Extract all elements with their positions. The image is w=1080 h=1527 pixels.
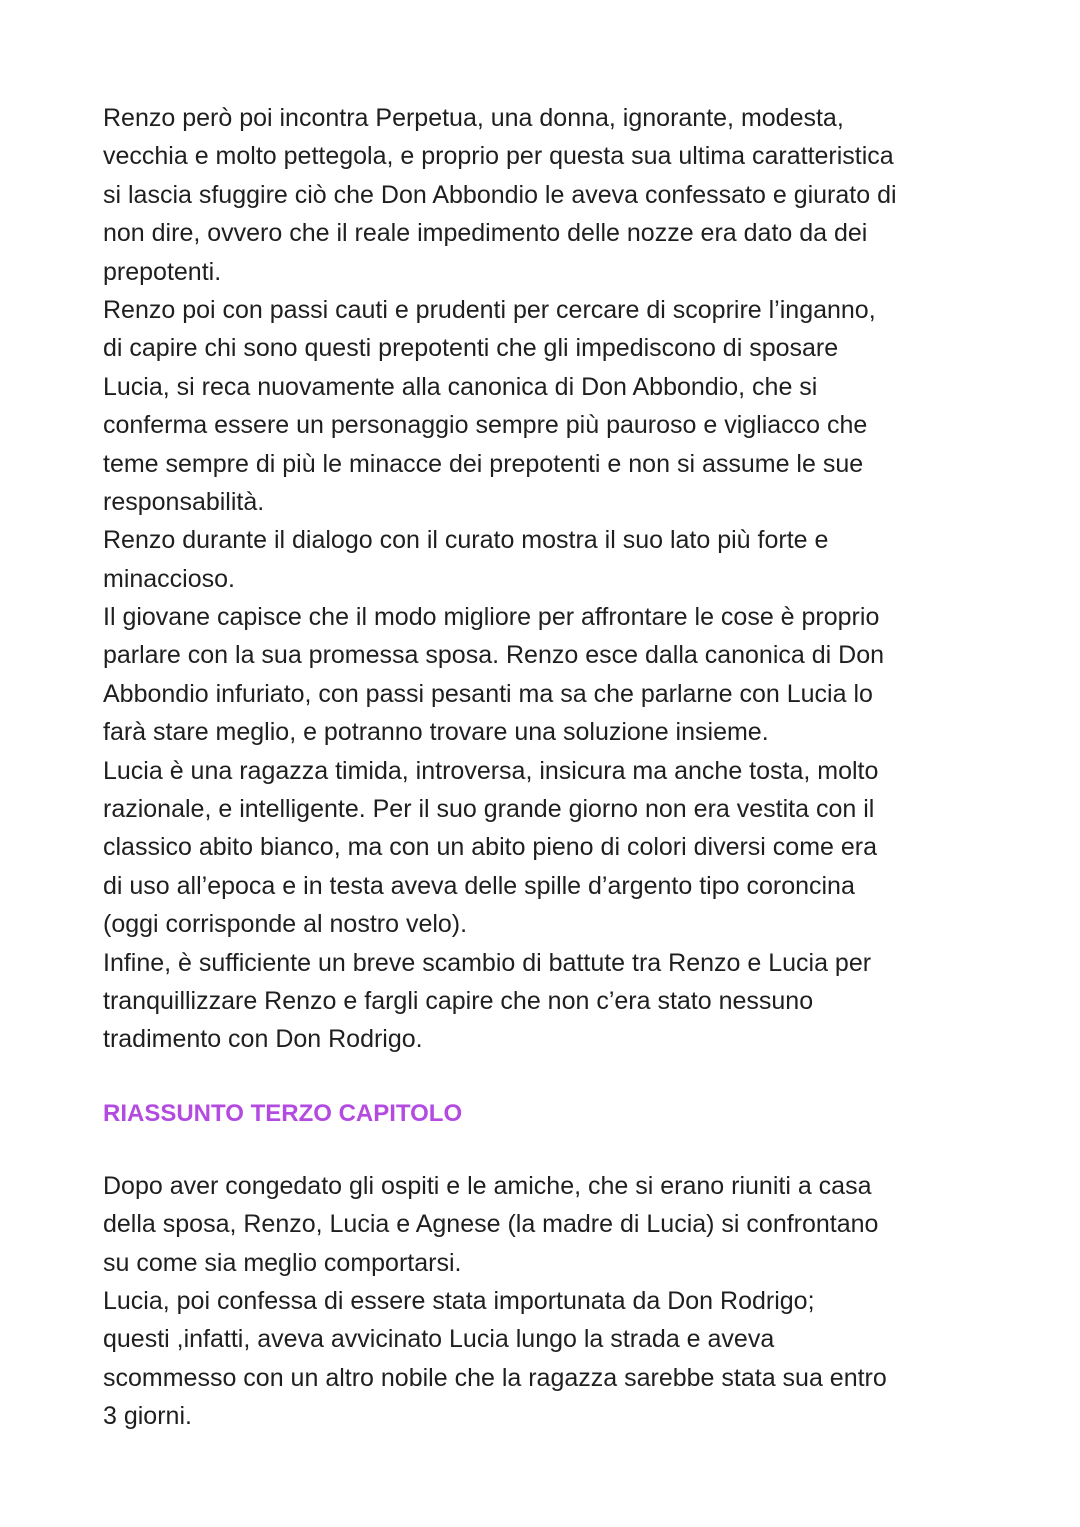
text-line: Renzo durante il dialogo con il curato mostra il suo lato più forte e bbox=[103, 526, 829, 555]
text-line: Infine, è sufficiente un breve scambio di battute tra Renzo e Lucia per bbox=[103, 948, 872, 977]
text-line: farà stare meglio, e potranno trovare una soluzione insieme. bbox=[103, 718, 769, 747]
text-line: conferma essere un personaggio sempre più pauroso e vigliacco che bbox=[103, 411, 868, 440]
text-line: (oggi corrisponde al nostro velo). bbox=[103, 910, 468, 939]
text-line: 3 giorni. bbox=[103, 1402, 192, 1431]
text-line: su come sia meglio comportarsi. bbox=[103, 1248, 462, 1277]
text-line: prepotenti. bbox=[103, 257, 222, 286]
text-line: Lucia, si reca nuovamente alla canonica di Don Abbondio, che si bbox=[103, 372, 818, 401]
text-line: di uso all’epoca e in testa aveva delle spille d’argento tipo coroncina bbox=[103, 871, 855, 900]
text-line: vecchia e molto pettegola, e proprio per questa sua ultima caratteristica bbox=[103, 142, 894, 171]
text-line: di capire chi sono questi prepotenti che gli impediscono di sposare bbox=[103, 334, 839, 363]
document-page bbox=[103, 99, 993, 1436]
text-line: classico abito bianco, ma con un abito pieno di colori diversi come era bbox=[103, 833, 878, 862]
text-line: Dopo aver congedato gli ospiti e le amiche, che si erano riuniti a casa bbox=[103, 1171, 872, 1200]
text-line: Abbondio infuriato, con passi pesanti ma sa che parlarne con Lucia lo bbox=[103, 679, 873, 708]
text-line: questi ,infatti, aveva avvicinato Lucia lungo la strada e aveva bbox=[103, 1325, 775, 1354]
paragraph-block-bottom bbox=[103, 1167, 993, 1436]
text-line: Renzo poi con passi cauti e prudenti per cercare di scoprire l’inganno, bbox=[103, 295, 876, 324]
text-line: Il giovane capisce che il modo migliore per affrontare le cose è proprio bbox=[103, 603, 880, 632]
text-line: parlare con la sua promessa sposa. Renzo esce dalla canonica di Don bbox=[103, 641, 885, 670]
text-line: non dire, ovvero che il reale impedimento delle nozze era dato da dei bbox=[103, 219, 868, 248]
text-line: si lascia sfuggire ciò che Don Abbondio le aveva confessato e giurato di bbox=[103, 180, 897, 209]
text-line: scommesso con un altro nobile che la ragazza sarebbe stata sua entro bbox=[103, 1363, 887, 1392]
text-line: minaccioso. bbox=[103, 564, 235, 593]
text-line: tradimento con Don Rodrigo. bbox=[103, 1025, 423, 1054]
text-line: Renzo però poi incontra Perpetua, una donna, ignorante, modesta, bbox=[103, 104, 844, 132]
section-heading: RIASSUNTO TERZO CAPITOLO bbox=[103, 1099, 463, 1127]
text-line: tranquillizzare Renzo e fargli capire che non c’era stato nessuno bbox=[103, 986, 814, 1015]
text-line: Lucia, poi confessa di essere stata importunata da Don Rodrigo; bbox=[103, 1286, 815, 1315]
text-line: razionale, e intelligente. Per il suo grande giorno non era vestita con il bbox=[103, 795, 875, 824]
text-line: Lucia è una ragazza timida, introversa, insicura ma anche tosta, molto bbox=[103, 756, 879, 785]
text-line: responsabilità. bbox=[103, 487, 265, 516]
text-line: teme sempre di più le minacce dei prepotenti e non si assume le sue bbox=[103, 449, 864, 478]
text-line: della sposa, Renzo, Lucia e Agnese (la madre di Lucia) si confrontano bbox=[103, 1210, 879, 1239]
paragraph-block-top bbox=[103, 99, 993, 1059]
